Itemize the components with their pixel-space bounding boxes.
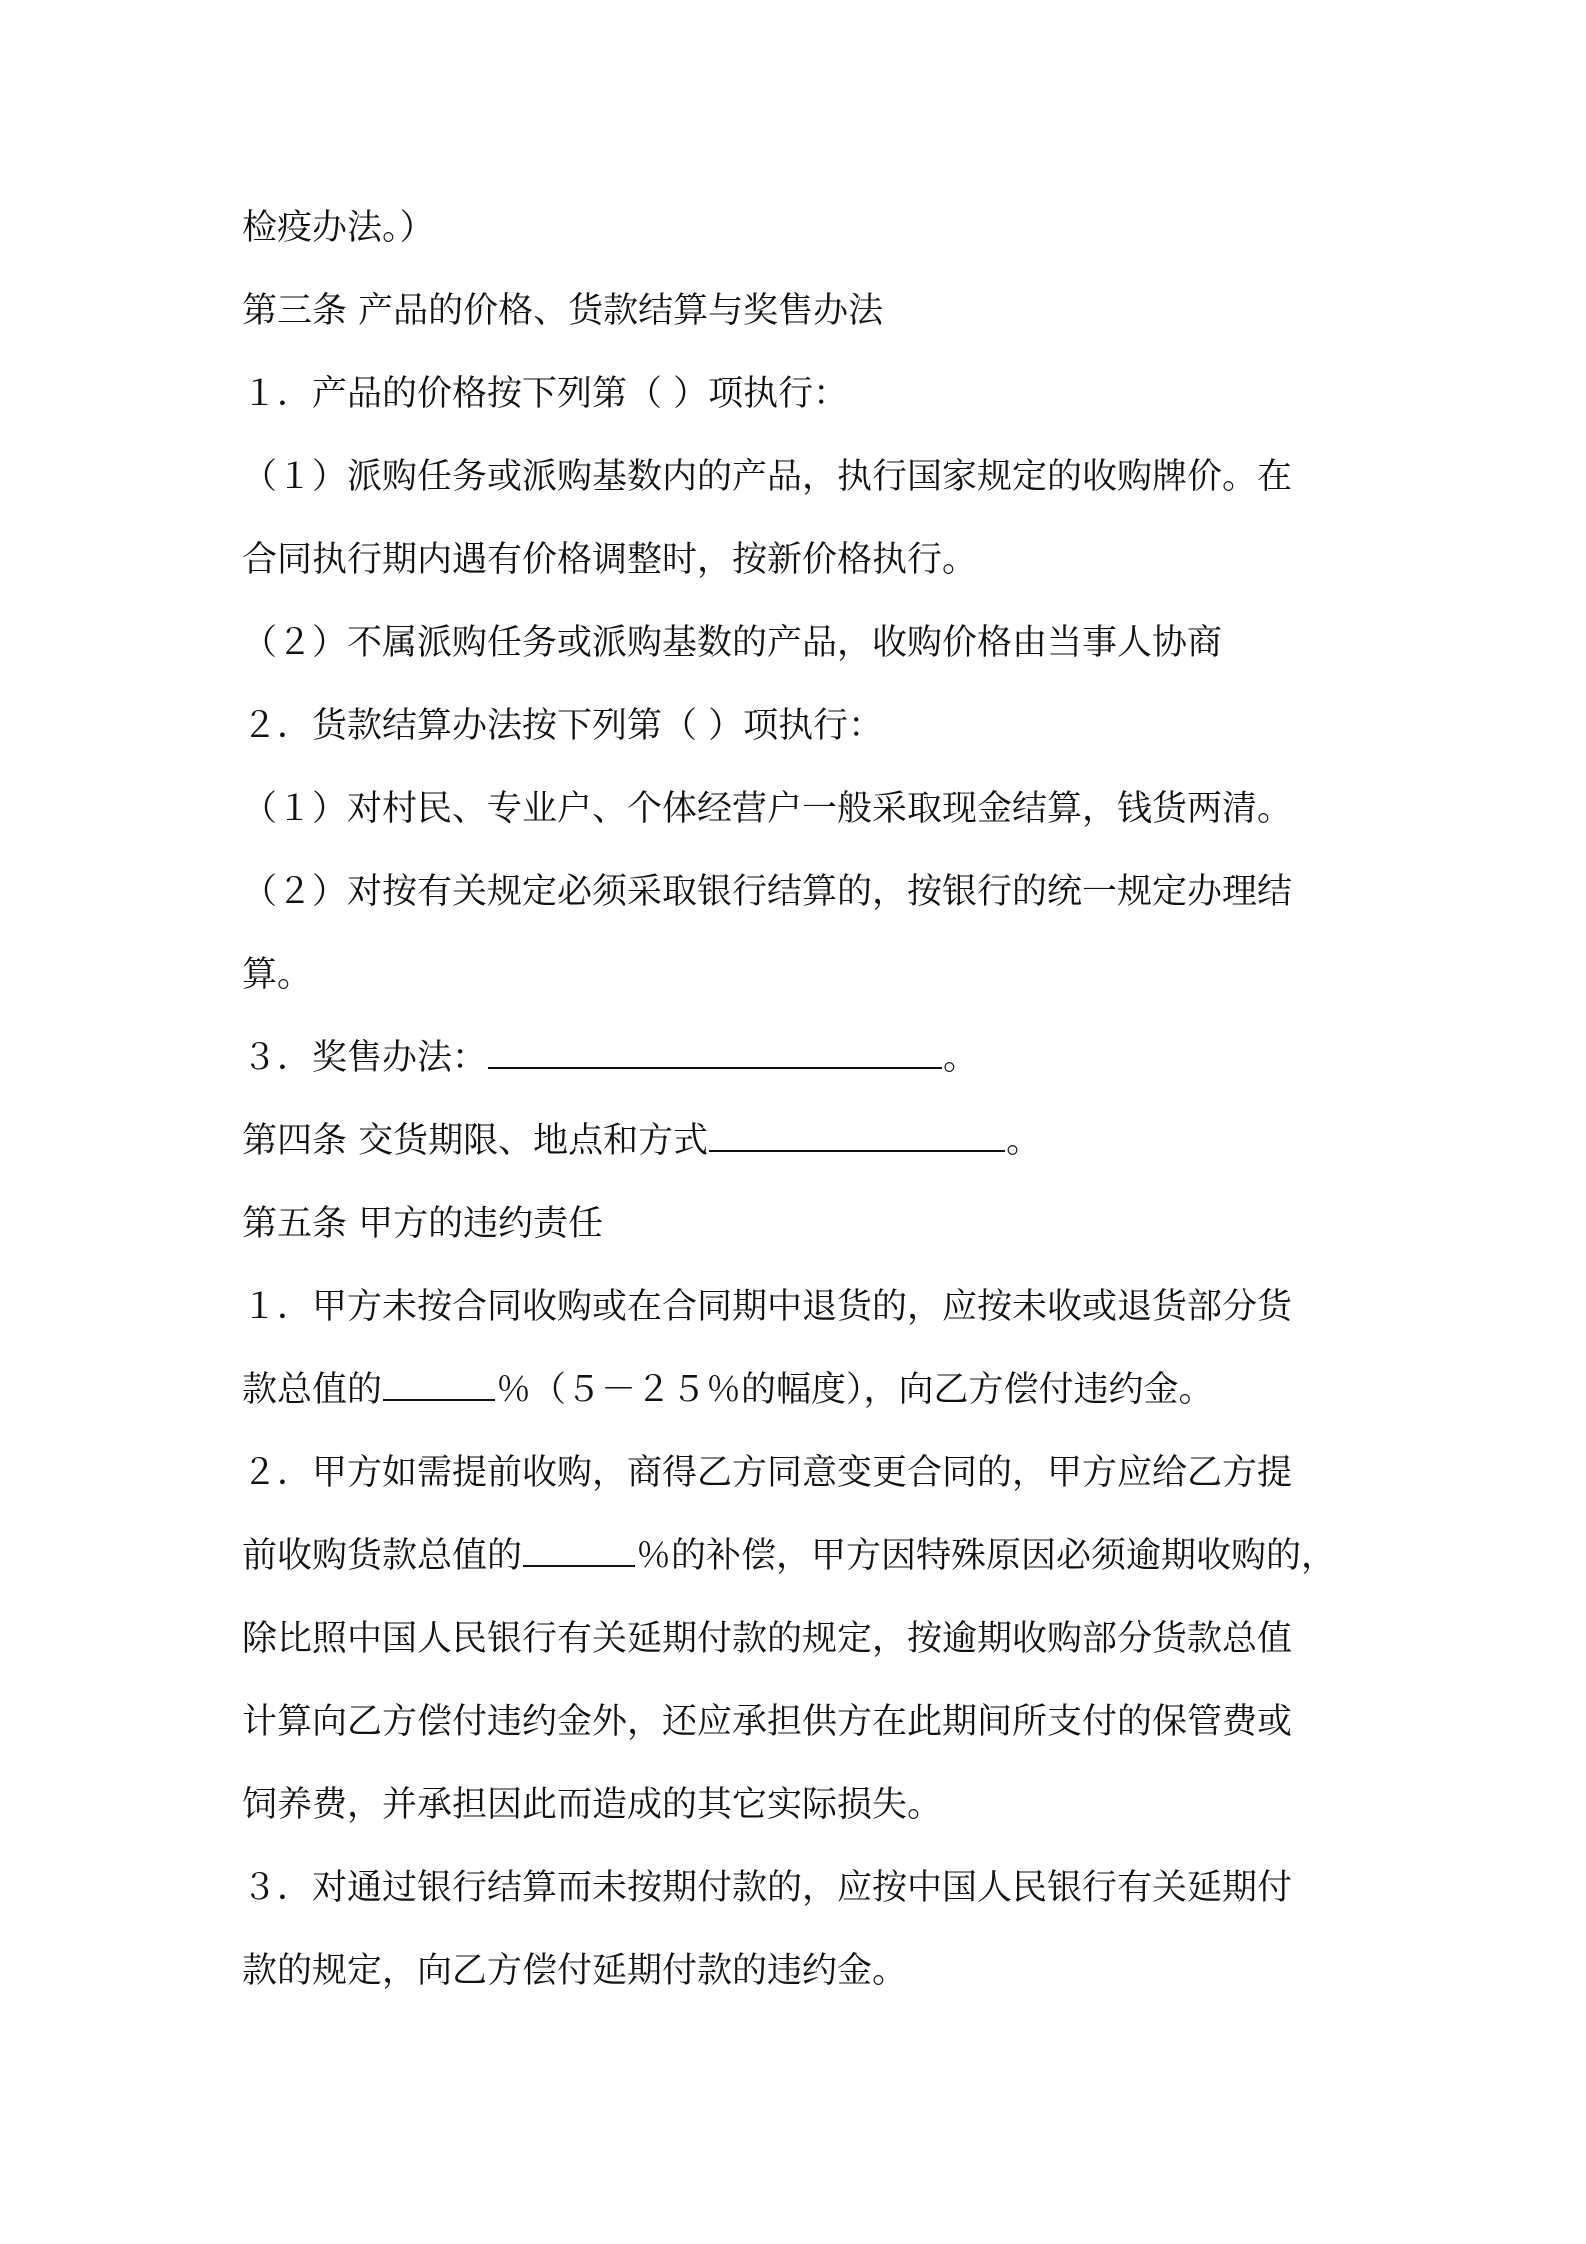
fill-in-blank[interactable] — [488, 1037, 942, 1069]
text-span: ％的补偿，甲方因特殊原因必须逾期收购的， — [636, 1536, 1337, 1576]
text-span: 款总值的 — [242, 1370, 383, 1410]
text-span: ３．奖售办法： — [242, 1038, 488, 1078]
text-line — [242, 372, 848, 416]
text-span: 。 — [1006, 1121, 1042, 1161]
text-line — [242, 1866, 1292, 1910]
text-span: 第三条 产品的价格、货款结算与奖售办法 — [242, 291, 884, 331]
fill-in-blank[interactable] — [709, 1120, 1005, 1152]
text-span: （２）对按有关规定必须采取银行结算的，按银行的统一规定办理结 — [242, 872, 1293, 912]
text-span: ２．货款结算办法按下列第（ ）项执行： — [242, 706, 884, 746]
text-span: （１）对村民、专业户、个体经营户一般采取现金结算，钱货两清。 — [242, 789, 1293, 829]
article-heading — [242, 1119, 1041, 1163]
text-span: １．产品的价格按下列第（ ）项执行： — [242, 374, 849, 414]
text-span: 算。 — [242, 955, 313, 995]
text-span: 。 — [943, 1038, 979, 1078]
text-span: 前收购货款总值的 — [242, 1536, 523, 1576]
text-span: 款的规定，向乙方偿付延期付款的违约金。 — [242, 1951, 908, 1991]
text-span: ２．甲方如需提前收购，商得乙方同意变更合同的，甲方应给乙方提 — [242, 1453, 1293, 1493]
text-line — [242, 206, 435, 250]
text-span: （１）派购任务或派购基数内的产品，执行国家规定的收购牌价。在 — [242, 457, 1293, 497]
text-span: 合同执行期内遇有价格调整时，按新价格执行。 — [242, 540, 978, 580]
text-span: （２）不属派购任务或派购基数的产品，收购价格由当事人协商 — [242, 623, 1223, 663]
text-line — [242, 621, 1222, 665]
text-span: 第四条 交货期限、地点和方式 — [242, 1121, 709, 1161]
text-span: 计算向乙方偿付违约金外，还应承担供方在此期间所支付的保管费或 — [242, 1702, 1293, 1742]
text-line — [242, 870, 1292, 914]
text-span: 第五条 甲方的违约责任 — [242, 1204, 604, 1244]
text-line — [242, 1783, 942, 1827]
text-span: 检疫办法。） — [242, 208, 435, 248]
text-line — [242, 1451, 1292, 1495]
text-line — [242, 1617, 1292, 1661]
text-span: １．甲方未按合同收购或在合同期中退货的，应按未收或退货部分货 — [242, 1287, 1293, 1327]
text-line — [242, 787, 1292, 831]
text-line — [242, 455, 1292, 499]
article-heading — [242, 1202, 603, 1246]
text-span: 除比照中国人民银行有关延期付款的规定，按逾期收购部分货款总值 — [242, 1619, 1293, 1659]
text-line — [242, 1949, 907, 1993]
text-line — [242, 1368, 1214, 1412]
text-line — [242, 538, 977, 582]
fill-in-blank[interactable] — [383, 1369, 495, 1401]
text-span: 饲养费，并承担因此而造成的其它实际损失。 — [242, 1785, 943, 1825]
article-heading — [242, 289, 883, 333]
text-line — [242, 704, 883, 748]
text-line — [242, 1534, 1336, 1578]
text-line — [242, 1285, 1292, 1329]
text-line — [242, 1700, 1292, 1744]
text-line — [242, 953, 312, 997]
text-span: ３．对通过银行结算而未按期付款的，应按中国人民银行有关延期付 — [242, 1868, 1293, 1908]
fill-in-blank[interactable] — [523, 1535, 635, 1567]
text-span: ％（５－２５％的幅度），向乙方偿付违约金。 — [496, 1370, 1214, 1410]
text-line — [242, 1036, 978, 1080]
